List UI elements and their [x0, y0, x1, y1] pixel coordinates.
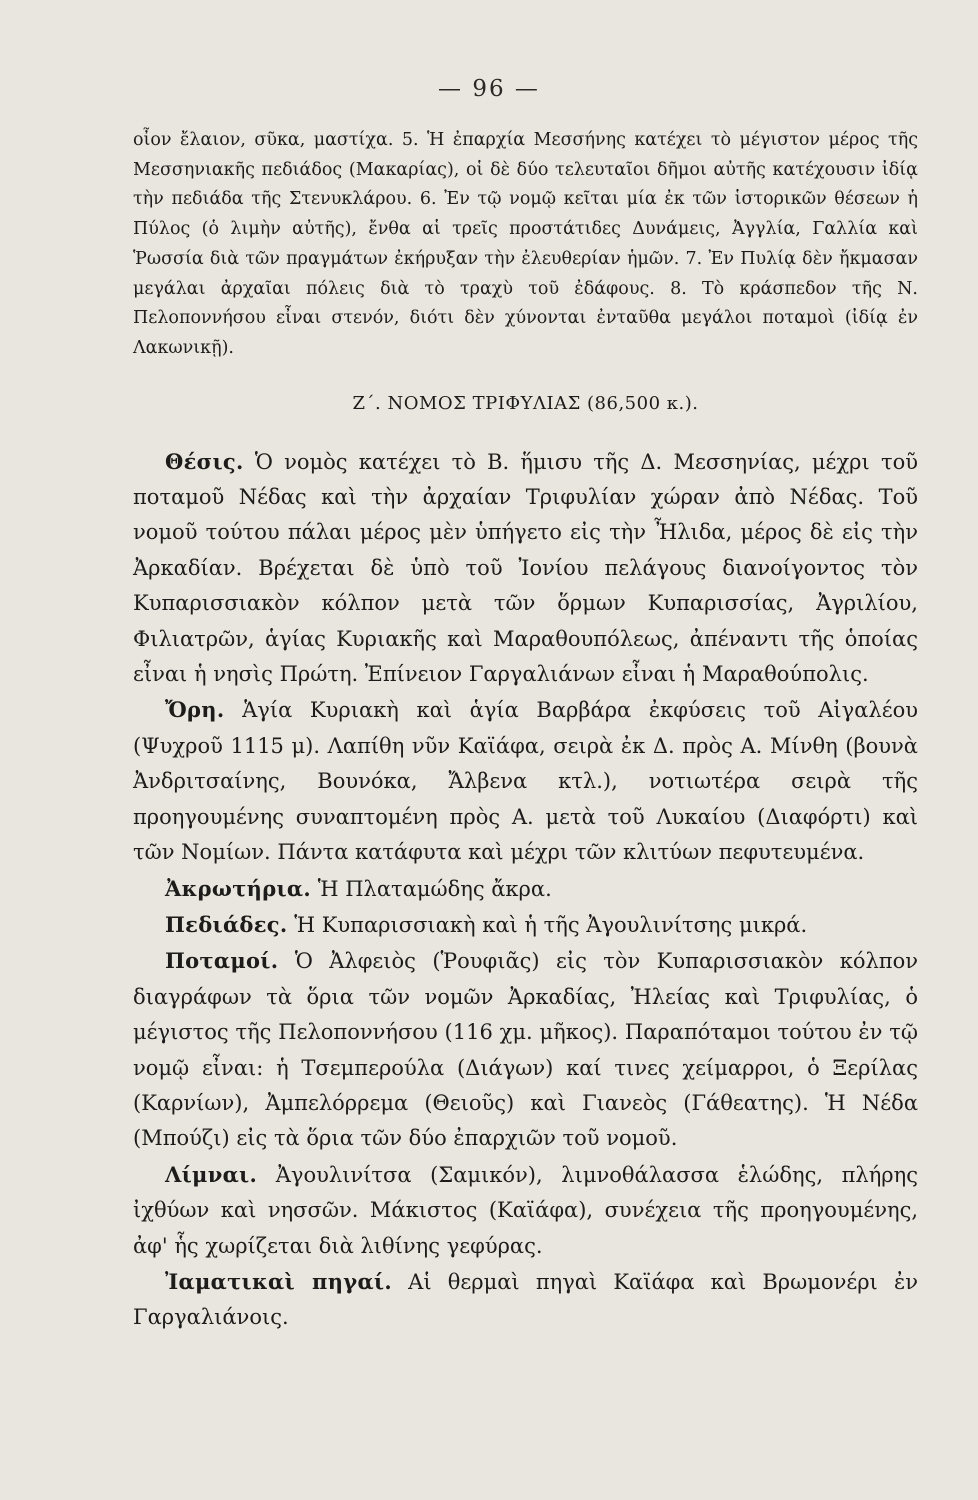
- section-rivers: [133, 943, 918, 1156]
- section-text: Ὁ νομὸς κατέχει τὸ Β. ἥμισυ τῆς Δ. Μεσσηνίας, μέχρι τοῦ ποταμοῦ Νέδας καὶ τὴν ἀρχαίαν Τριφυλίαν χώραν ἀπὸ Νέδας. Τοῦ νομοῦ τούτου πάλαι μέρος μὲν ὑπήγετο εἰς τὴν Ἦλιδα, μέρος δὲ εἰς τὴν Ἀρκαδίαν. Βρέχεται δὲ ὑπὸ τοῦ Ἰονίου πελάγους διανοίγοντος τὸν Κυπαρισσιακὸν κόλπον μετὰ τῶν ὅρμων Κυπαρισσίας, Ἀγριλίου, Φιλιατρῶν, ἁγίας Κυριακῆς καὶ Μαραθουπόλεως, ἀπέναντι τῆς ὁποίας εἶναι ἡ νησὶς Πρώτη. Ἐπίνειον Γαργαλιάνων εἶναι ἡ Μαραθούπολις.: [133, 449, 918, 687]
- section-label: Ἀκρωτήρια .: [165, 876, 311, 901]
- page-number: — 96 —: [438, 76, 540, 102]
- section-text: Ἁγία Κυριακὴ καὶ ἁγία Βαρβάρα ἐκφύσεις τοῦ Αἰγαλέου (Ψυχροῦ 1115 μ). Λαπίθη νῦν Καϊάφα, σειρὰ ἐκ Δ. πρὸς Α. Μίνθη (βουνὰ Ἀνδριτσαίνης, Βουνόκα, Ἄλβενα κτλ.), νοτιωτέρα σειρὰ τῆς προηγουμένης συναπτομένη πρὸς Α. μετὰ τοῦ Λυκαίου (Διαφόρτι) καὶ τῶν Νομίων. Πάντα κατάφυτα καὶ μέχρι τῶν κλιτύων πεφυτευμένα.: [133, 698, 918, 865]
- section-text: Ἡ Πλαταμώδης ἄκρα.: [317, 876, 552, 901]
- section-thesis: [133, 444, 918, 693]
- section-label: Πεδιάδες .: [165, 912, 288, 937]
- section-text: Ἡ Κυπαρισσιακὴ καὶ ἡ τῆς Ἀγουλινίτσης μικρά.: [294, 912, 808, 937]
- section-plains: [133, 907, 918, 943]
- section-label: Λίμναι .: [165, 1162, 257, 1187]
- section-text: Ἀγουλινίτσα (Σαμικόν), λιμνοθάλασσα ἑλώδης, πλήρης ἰχθύων καὶ νησσῶν. Μάκιστος (Καϊάφα), συνέχεια τῆς προηγουμένης, ἀφ' ἧς χωρίζεται διὰ λιθίνης γεφύρας.: [133, 1162, 918, 1258]
- intro-paragraph: οἶον ἔλαιον, σῦκα, μαστίχα. 5. Ἡ ἐπαρχία Μεσσήνης κατέχει τὸ μέγιστον μέρος τῆς Μεσσηνιακῆς πεδιάδος (Μακαρίας), οἱ δὲ δύο τελευταῖοι δῆμοι αὐτῆς κατέχουσιν ἰδίᾳ τὴν πεδιάδα τῆς Στενυκλάρου. 6. Ἐν τῷ νομῷ κεῖται μία ἐκ τῶν ἱστορικῶν θέσεων ἡ Πύλος (ὁ λιμὴν αὐτῆς), ἔνθα αἱ τρεῖς προστάτιδες Δυνάμεις, Ἀγγλία, Γαλλία καὶ Ῥωσσία διὰ τῶν πραγμάτων ἐκήρυξαν τὴν ἐλευθερίαν ἡμῶν. 7. Ἐν Πυλίᾳ δὲν ἤκμασαν μεγάλαι ἀρχαῖαι πόλεις διὰ τὸ τραχὺ τοῦ ἐδάφους. 8. Τὸ κράσπεδον τῆς Ν. Πελοποννήσου εἶναι στενόν, διότι δὲν χύνονται ἐνταῦθα μεγάλοι ποταμοὶ (ἰδίᾳ ἐν Λακωνικῇ).: [133, 130, 918, 358]
- section-text: Ὁ Ἀλφειὸς (Ῥουφιᾶς) εἰς τὸν Κυπαρισσιακὸν κόλπον διαγράφων τὰ ὅρια τῶν νομῶν Ἀρκαδίας, Ἠλείας καὶ Τριφυλίας, ὁ μέγιστος τῆς Πελοποννήσου (116 χμ. μῆκος). Παραπόταμοι τούτου ἐν τῷ νομῷ εἶναι: ἡ Τσεμπερούλα (Διάγων) καί τινες χείμαρροι, ὁ Ξερίλας (Καρνίων), Ἀμπελόρρεμα (Θειοῦς) καὶ Γιανεὸς (Γάθεατης). Ἡ Νέδα (Μπούζι) εἰς τὰ ὅρια τῶν δύο ἐπαρχιῶν τοῦ νομοῦ.: [133, 949, 918, 1151]
- section-label: Ἰαματικαὶ πηγαί .: [165, 1269, 392, 1294]
- section-springs: [133, 1264, 918, 1336]
- section-label: Θέσις .: [165, 449, 244, 474]
- section-mountains: [133, 692, 918, 870]
- section-capes: [133, 871, 918, 907]
- page-body: [133, 126, 918, 1336]
- section-text: Αἱ θερμαὶ πηγαὶ Καϊάφα καὶ Βρωμονέρι ἐν Γαργαλιάνοις.: [133, 1269, 918, 1330]
- section-lakes: [133, 1157, 918, 1264]
- section-label: Ὄρη .: [165, 697, 225, 722]
- chapter-heading: Ζ΄. ΝΟΜΟΣ ΤΡΙΦΥΛΙΑΣ (86,500 κ.).: [352, 392, 699, 414]
- section-label: Ποταμοί .: [165, 948, 278, 973]
